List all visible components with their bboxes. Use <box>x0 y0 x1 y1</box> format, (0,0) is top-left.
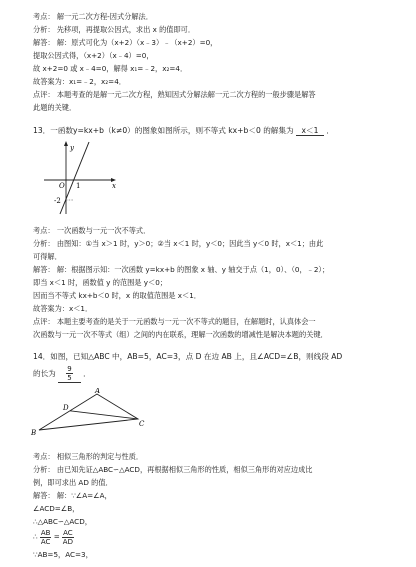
jieda-14: 解答： 解：∵∠A=∠A， <box>33 491 112 500</box>
vertex-c-label: C <box>139 420 145 428</box>
fenxi-13: 分析： 由图知：①当 x＞1 时，y＞0；②当 x＜1 时，y＜0；因此当 y＜0 时，x＜1；由此 <box>33 239 324 248</box>
ratio-fraction-2 <box>62 529 74 546</box>
fraction-numerator: AB <box>40 528 51 537</box>
therefore-symbol: ∴ <box>33 532 38 541</box>
vertex-b-label: B <box>31 429 37 437</box>
dianping-12-cont: 此题的关键． <box>33 103 77 112</box>
question-14-line2 <box>33 363 392 385</box>
dianping-12: 点评： 本题考查的是解一元二次方程，熟知因式分解法解一元二次方程的一般步骤是解答 <box>33 90 316 99</box>
fraction-numerator: AC <box>63 528 73 537</box>
fraction-denominator: AC <box>40 537 51 546</box>
solution-line: 因而当不等式 kx+b＜0 时，x 的取值范围是 x＜1． <box>33 291 201 300</box>
kaodian-12: 考点： 解一元二次方程-因式分解法． <box>33 12 153 21</box>
ratio-line <box>33 528 392 546</box>
x-intercept-label: 1 <box>76 182 81 190</box>
triangle-abc <box>39 394 138 430</box>
question-14-end: ． <box>83 369 91 378</box>
equals-sign: = <box>53 532 60 541</box>
ratio-fraction-1 <box>40 529 52 546</box>
fenxi-13-cont: 可得解． <box>33 252 62 261</box>
y-axis-arrow <box>64 141 68 146</box>
origin-label: O <box>59 182 65 190</box>
kaodian-14: 考点： 相似三角形的判定与性质． <box>33 452 144 461</box>
dianping-13-cont: 次函数与一元一次不等式（组）之间的内在联系，理解一次函数的增减性是解决本题的关键． <box>33 330 328 339</box>
answer-fraction <box>66 365 72 382</box>
question-14: 14．如图，已知△ABC 中，AB=5，AC=3，点 D 在边 AB 上，且∠ACD=∠B，则线段 AD <box>33 352 343 361</box>
answer-13: 故答案为：x＜1． <box>33 304 93 313</box>
fenxi-14-cont: 例，即可求出 AD 的值． <box>33 478 113 487</box>
solution-line: 故 x+2=0 或 x﹣4=0，解得 x₁=﹣2，x₂=4． <box>33 64 188 73</box>
solution-line: 提取公因式得，（x+2）（x﹣4）=0， <box>33 51 154 60</box>
fraction-denominator: AD <box>62 537 73 546</box>
solution-line: 即当 x＜1 时，函数值 y 的范围是 y＜0； <box>33 278 167 287</box>
dianping-13: 点评： 本题主要考查的是关于一元函数与一元一次不等式的题目，在解题时，认真体会一 <box>33 317 316 326</box>
jieda-12: 解答： 解：原式可化为（x+2）（x﹣3）﹣（x+2）=0， <box>33 38 218 47</box>
segment-cd <box>70 411 138 419</box>
linear-function-graph <box>40 138 120 216</box>
question-14-answer <box>58 365 80 383</box>
solution-line: ∠ACD=∠B， <box>33 504 80 513</box>
kaodian-13: 考点： 一次函数与一元一次不等式． <box>33 226 151 235</box>
question-13 <box>33 126 392 136</box>
y-axis-label: y <box>70 144 74 152</box>
question-14-stem2: 的长为 <box>33 369 56 378</box>
fraction-numerator: 9 <box>67 365 72 373</box>
point-d-label: D <box>63 404 69 412</box>
question-13-stem: 13．一函数y=kx+b（k≠0）的图象如图所示，则不等式 kx+b＜0 的解集为 <box>33 126 294 135</box>
fraction-denominator: 5 <box>67 374 72 382</box>
triangle-figure <box>30 388 150 440</box>
fenxi-12: 分析： 先移项，再提取公因式，求出 x 的值即可． <box>33 25 196 34</box>
solution-line: ∴△ABC∽△ACD， <box>33 517 92 526</box>
fenxi-14: 分析： 由已知先证△ABC∽△ACD，再根据相似三角形的性质，相似三角形的对应边成比 <box>33 465 313 474</box>
function-line <box>60 142 89 214</box>
x-axis-label: x <box>112 182 116 190</box>
y-intercept-label: -2 <box>54 197 61 205</box>
question-13-end: ． <box>326 126 335 135</box>
vertex-a-label: A <box>95 388 101 395</box>
answer-12: 故答案为：x₁=﹣2，x₂=4． <box>33 77 126 86</box>
solution-line: ∵AB=5，AC=3， <box>33 550 93 559</box>
jieda-13: 解答： 解：根据图示知：一次函数 y=kx+b 的图象 x 轴、y 轴交于点（1，0）、（0，﹣2）； <box>33 265 330 274</box>
question-13-answer: x＜1 <box>296 126 324 136</box>
